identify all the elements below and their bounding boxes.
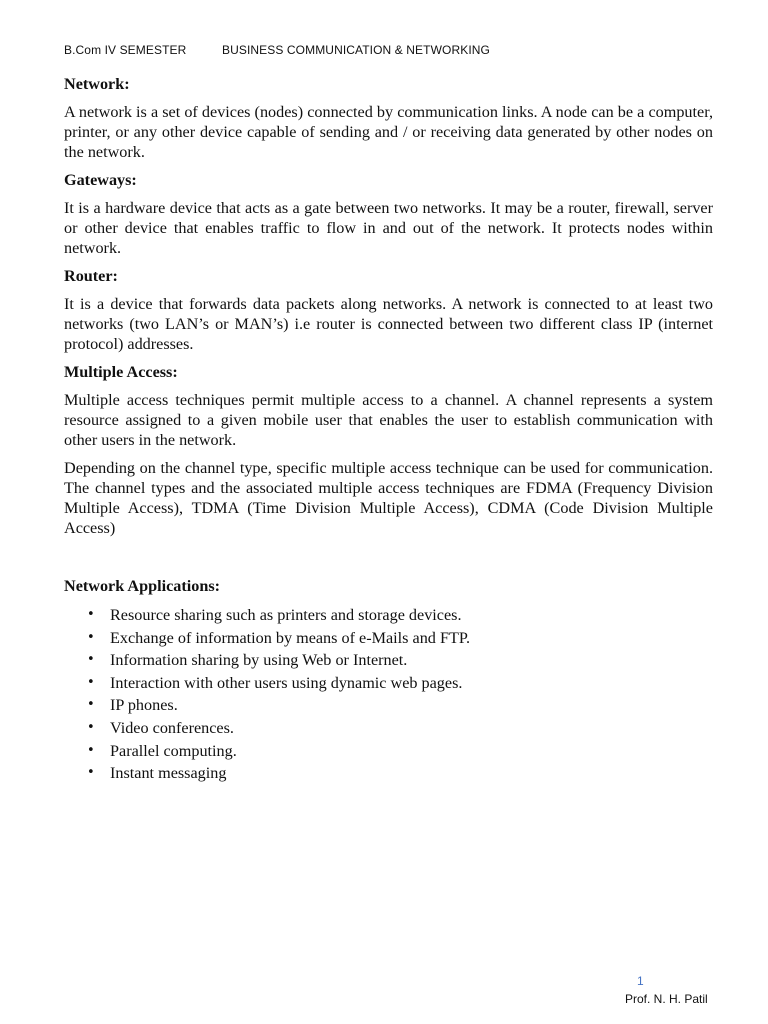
list-item bbox=[64, 762, 713, 785]
multiple-access-paragraph-1: Multiple access techniques permit multiple access to a channel. A channel represents a system resource assigned to a given mobile user that enables the user to establish communication with other users in the network. bbox=[64, 391, 713, 449]
list-item bbox=[64, 740, 713, 763]
router-heading: Router: bbox=[64, 267, 118, 285]
bullet-icon: • bbox=[87, 674, 95, 690]
list-item bbox=[64, 627, 713, 650]
gateways-heading: Gateways: bbox=[64, 171, 137, 189]
page-content bbox=[64, 74, 713, 785]
subject-label: BUSINESS COMMUNICATION & NETWORKING bbox=[222, 43, 490, 57]
multiple-access-paragraph-2: Depending on the channel type, specific multiple access technique can be used for communication. The channel types and the associated multiple access techniques are FDMA (Frequency Division Multiple Access), TDMA (Time Division Multiple Access), CDMA (Code Division Multiple Access) bbox=[64, 459, 713, 537]
network-paragraph: A network is a set of devices (nodes) connected by communication links. A node can be a computer, printer, or any other device capable of sending and / or receiving data generated by other nodes on the network. bbox=[64, 103, 713, 161]
page-number: 1 bbox=[637, 974, 644, 988]
bullet-icon: • bbox=[87, 607, 95, 622]
list-item bbox=[64, 717, 713, 740]
network-heading: Network: bbox=[64, 75, 130, 93]
bullet-icon: • bbox=[87, 697, 95, 713]
multiple-access-heading: Multiple Access: bbox=[64, 363, 178, 381]
list-item bbox=[64, 649, 713, 672]
bullet-icon: • bbox=[87, 652, 95, 668]
list-item-text: Instant messaging bbox=[110, 764, 227, 783]
list-item bbox=[64, 604, 713, 627]
list-item-text: Exchange of information by means of e-Mails and FTP. bbox=[110, 628, 471, 647]
section-spacer bbox=[64, 546, 713, 576]
bullet-icon: • bbox=[87, 765, 95, 781]
list-item-text: Video conferences. bbox=[110, 718, 234, 737]
applications-heading: Network Applications: bbox=[64, 577, 221, 595]
list-item-text: Parallel computing. bbox=[110, 741, 237, 760]
applications-list bbox=[64, 604, 713, 785]
course-label: B.Com IV SEMESTER bbox=[64, 43, 187, 57]
router-paragraph: It is a device that forwards data packets along networks. A network is connected to at least two networks (two LAN’s or MAN’s) i.e router is connected between two different class IP (internet protocol) addresses. bbox=[64, 295, 713, 353]
author-name: Prof. N. H. Patil bbox=[625, 992, 708, 1006]
bullet-icon: • bbox=[87, 719, 95, 735]
list-item-text: Information sharing by using Web or Internet. bbox=[110, 651, 408, 670]
list-item bbox=[64, 672, 713, 695]
list-item-text: IP phones. bbox=[110, 696, 178, 715]
list-item-text: Interaction with other users using dynamic web pages. bbox=[110, 673, 463, 692]
bullet-icon: • bbox=[87, 742, 95, 758]
list-item bbox=[64, 694, 713, 717]
gateways-paragraph: It is a hardware device that acts as a gate between two networks. It may be a router, firewall, server or other device that enables traffic to flow in and out of the network. It protects nodes within network. bbox=[64, 199, 713, 257]
list-item-text: Resource sharing such as printers and storage devices. bbox=[110, 606, 462, 624]
bullet-icon: • bbox=[87, 629, 95, 645]
